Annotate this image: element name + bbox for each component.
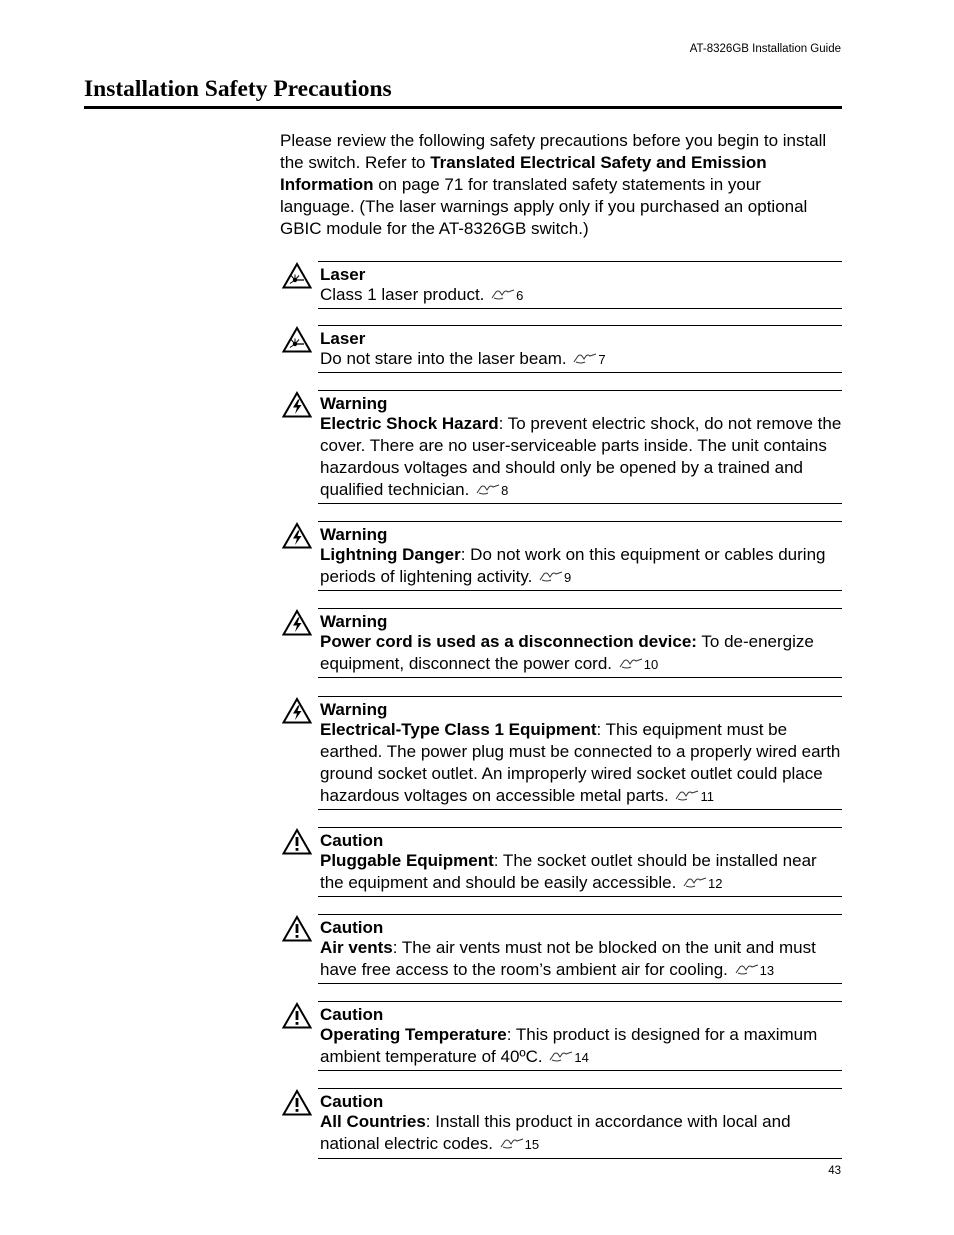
translation-reference (673, 789, 714, 804)
caution-icon (282, 915, 312, 942)
notice-body (320, 524, 842, 589)
notice-label: Caution (320, 918, 384, 937)
notice-body (320, 611, 842, 676)
safety-notice (280, 1001, 842, 1071)
translation-ref-number: 6 (516, 288, 524, 303)
caution-icon (282, 1002, 312, 1029)
hand-pointer-icon (735, 964, 759, 975)
notice-body (320, 264, 842, 307)
safety-notice (280, 261, 842, 309)
safety-notice (280, 608, 842, 678)
translation-ref-number: 8 (501, 483, 509, 498)
notice-text: : Install this product in accordance with local and national electric codes. (320, 1112, 791, 1153)
notice-label: Warning (320, 525, 388, 544)
notice-body (320, 1091, 842, 1156)
electric-shock-icon (282, 609, 312, 636)
intro-text-2: on page 71 for translated safety statements in your language. (The laser warnings apply only if you purchased an optional GBIC module for the AT-8326GB switch.) (280, 175, 808, 238)
notice-body (320, 1004, 842, 1069)
laser-icon (282, 262, 312, 289)
notice-top-rule (318, 827, 842, 828)
translation-ref-number: 11 (700, 789, 714, 804)
safety-notice (280, 325, 842, 373)
hand-pointer-icon (573, 353, 597, 364)
translation-reference (489, 288, 523, 303)
notice-body (320, 917, 842, 982)
notice-bottom-rule (318, 503, 842, 504)
electric-shock-icon (282, 391, 312, 418)
notice-top-rule (318, 1001, 842, 1002)
translation-reference (681, 876, 722, 891)
notice-top-rule (318, 608, 842, 609)
notice-term: Air vents (320, 938, 393, 957)
translation-ref-number: 13 (759, 963, 775, 978)
notice-body (320, 699, 842, 808)
notice-term: Electrical-Type Class 1 Equipment (320, 720, 597, 739)
notice-text: : This equipment must be earthed. The power plug must be connected to a properly wired earth ground socket outlet. An improperly wired socket outlet could place hazardous voltages on accessible metal parts. (320, 720, 841, 805)
hand-pointer-icon (491, 289, 515, 300)
notice-text: : This product is designed for a maximum ambient temperature of 40ºC. (320, 1025, 818, 1066)
notice-bottom-rule (318, 308, 842, 309)
notice-label: Caution (320, 831, 384, 850)
translation-ref-number: 12 (708, 876, 723, 891)
hand-pointer-icon (549, 1051, 573, 1062)
hand-pointer-icon (675, 790, 699, 801)
notice-top-rule (318, 696, 842, 697)
translation-reference (474, 483, 508, 498)
notice-top-rule (318, 914, 842, 915)
translation-ref-number: 15 (524, 1137, 540, 1152)
notice-term: Lightning Danger (320, 545, 461, 564)
translation-ref-number: 9 (564, 570, 572, 585)
notice-bottom-rule (318, 1158, 842, 1159)
notice-top-rule (318, 261, 842, 262)
notice-label: Caution (320, 1092, 384, 1111)
safety-notice (280, 1088, 842, 1159)
translation-reference (571, 352, 605, 367)
notice-top-rule (318, 390, 842, 391)
notice-text: To de-energize equipment, disconnect the power cord. (320, 632, 814, 673)
hand-pointer-icon (476, 484, 500, 495)
notice-text: : To prevent electric shock, do not remove the cover. There are no user-serviceable parts inside. The unit contains hazardous voltages and should only be opened by a trained and qualified technician. (320, 414, 842, 499)
safety-notice (280, 390, 842, 504)
notice-label: Caution (320, 1005, 384, 1024)
notice-bottom-rule (318, 983, 842, 984)
translation-reference (617, 657, 658, 672)
notice-bottom-rule (318, 1070, 842, 1071)
translated-safety-link[interactable]: Translated Electrical Safety and Emission Information (280, 153, 767, 194)
caution-icon (282, 1089, 312, 1116)
safety-notice (280, 827, 842, 897)
notice-text: Do not stare into the laser beam. (320, 349, 567, 368)
running-header: AT-8326GB Installation Guide (689, 43, 841, 55)
notice-text: : The socket outlet should be installed near the equipment and should be easily accessible. (320, 851, 817, 892)
notice-body (320, 328, 842, 371)
notice-top-rule (318, 325, 842, 326)
translation-reference (498, 1137, 539, 1152)
notice-text: : The air vents must not be blocked on the unit and must have free access to the room’s ambient air for cooling. (320, 938, 816, 979)
notice-label: Warning (320, 612, 388, 631)
notice-bottom-rule (318, 372, 842, 373)
hand-pointer-icon (500, 1138, 524, 1149)
notice-term: Operating Temperature (320, 1025, 507, 1044)
translation-reference (537, 570, 571, 585)
notice-term: Power cord is used as a disconnection device: (320, 632, 697, 651)
translation-ref-number: 7 (598, 352, 606, 367)
safety-notice (280, 521, 842, 591)
notice-label: Laser (320, 265, 366, 284)
notice-term: Pluggable Equipment (320, 851, 494, 870)
notice-top-rule (318, 521, 842, 522)
notice-term: All Countries (320, 1112, 426, 1131)
notice-bottom-rule (318, 590, 842, 591)
safety-notice (280, 914, 842, 984)
page-number: 43 (828, 1165, 841, 1177)
laser-icon (282, 326, 312, 353)
translation-reference (733, 963, 774, 978)
electric-shock-icon (282, 697, 312, 724)
section-title: Installation Safety Precautions (84, 76, 842, 109)
translation-ref-number: 10 (643, 657, 659, 672)
intro-text-1: Please review the following safety precautions before you begin to install the switch. Refer to (280, 131, 827, 172)
safety-notice (280, 696, 842, 810)
notice-label: Warning (320, 700, 388, 719)
notice-label: Laser (320, 329, 366, 348)
notice-body (320, 830, 842, 895)
hand-pointer-icon (619, 658, 643, 669)
notice-text: : Do not work on this equipment or cables during periods of lightening activity. (320, 545, 826, 586)
caution-icon (282, 828, 312, 855)
notice-top-rule (318, 1088, 842, 1089)
translation-ref-number: 14 (574, 1050, 589, 1065)
hand-pointer-icon (539, 571, 563, 582)
notice-label: Warning (320, 394, 388, 413)
intro-paragraph (280, 130, 836, 240)
notice-body (320, 393, 842, 502)
electric-shock-icon (282, 522, 312, 549)
notice-bottom-rule (318, 677, 842, 678)
notice-bottom-rule (318, 809, 842, 810)
notice-text: Class 1 laser product. (320, 285, 485, 304)
notice-bottom-rule (318, 896, 842, 897)
translation-reference (547, 1050, 588, 1065)
notice-term: Electric Shock Hazard (320, 414, 499, 433)
hand-pointer-icon (683, 877, 707, 888)
